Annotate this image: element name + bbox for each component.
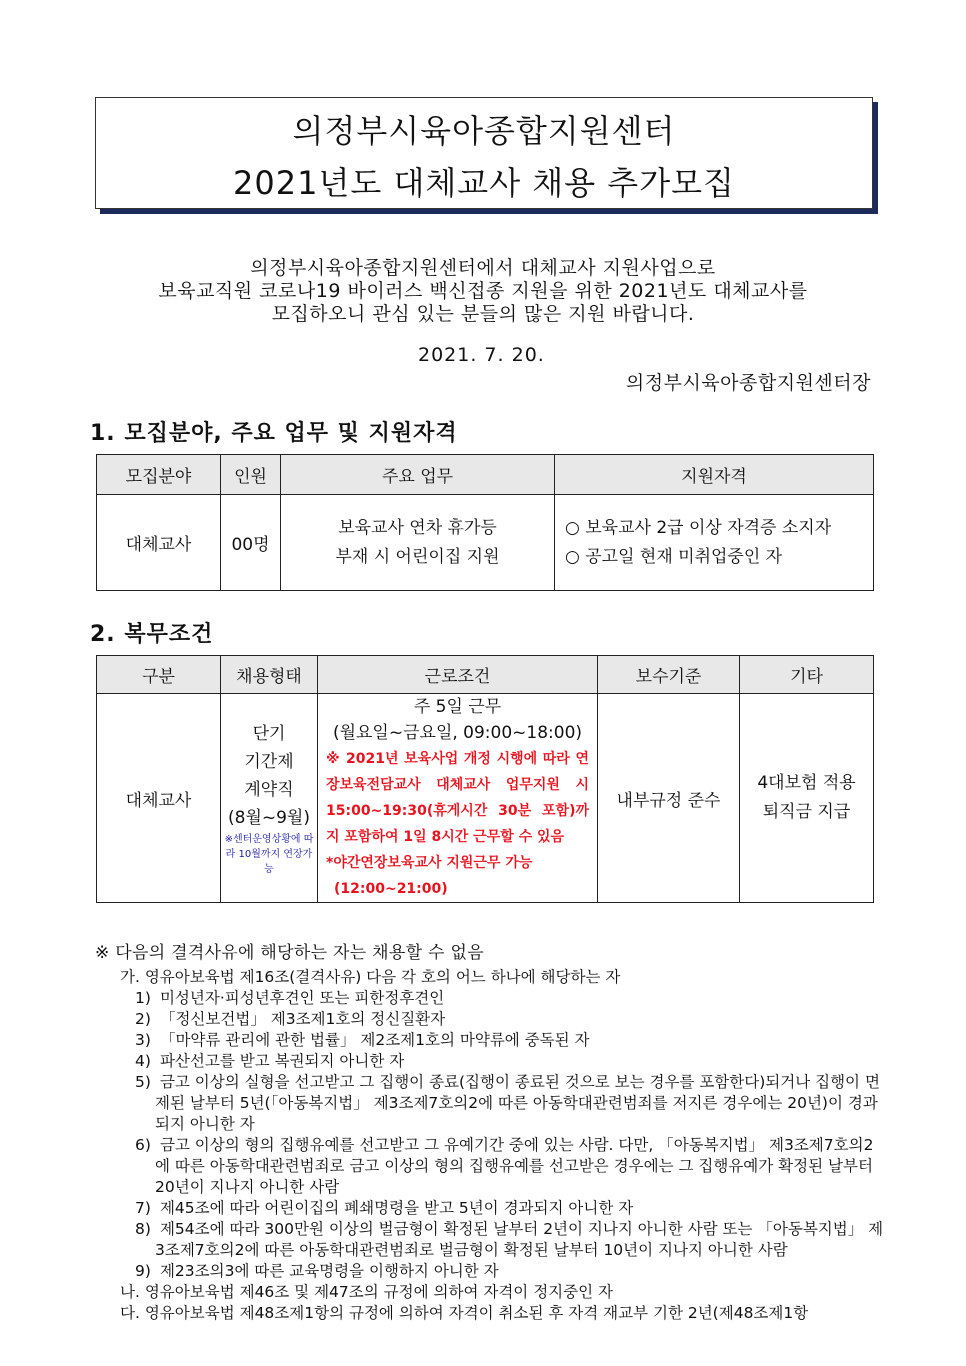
employment-line-3: 계약직 <box>244 779 294 800</box>
clause-num: 1) <box>135 989 151 1007</box>
clause-item <box>115 1072 885 1135</box>
header-duty: 주요 업무 <box>281 455 555 495</box>
header-count: 인원 <box>221 455 281 495</box>
title-line-2: 2021년도 대체교사 채용 추가모집 <box>233 164 735 202</box>
clause-num: 3) <box>135 1031 151 1049</box>
work-red-note-3: (12:00~21:00) <box>334 881 448 897</box>
clause-na: 나. 영유아보육법 제46조 및 제47조의 규정에 의하여 자격이 정지중인 자 <box>120 1283 613 1301</box>
clause-num: 9) <box>135 1262 151 1280</box>
intro-line-3: 모집하오니 관심 있는 분들의 많은 지원 바랍니다. <box>271 303 695 325</box>
qualification-cell <box>555 495 874 591</box>
header-qualification: 지원자격 <box>555 455 874 495</box>
clause-text: 금고 이상의 형의 집행유예를 선고받고 그 유예기간 중에 있는 사람. 다만, 「아동복지법」 제3조제7호의2에 따른 아동학대관련범죄로 금고 이상의 형의 집행유예를 선고받은 경우에는 그 집행유예가 확정된 날부터 20년이 지나지 아니한 사람 <box>155 1136 874 1196</box>
clause-num: 2) <box>135 1010 151 1028</box>
work-red-note: ※ 2021년 보육사업 개정 시행에 따라 연장보육전담교사 대체교사 업무지원 시 15:00~19:30(휴게시간 30분 포함)까지 포함하여 1일 8시간 근무할 수 있음 <box>326 751 589 845</box>
header-etc: 기타 <box>740 656 874 694</box>
clause-num: 5) <box>135 1073 151 1091</box>
intro-line-2: 보육교직원 코로나19 바이러스 백신접종 지원을 위한 2021년도 대체교사를 <box>158 280 808 302</box>
clause-item <box>115 988 885 1009</box>
clause-ga: 가. 영유아보육법 제16조(결격사유) 다음 각 호의 어느 하나에 해당하는 자 <box>120 968 621 986</box>
clause-item <box>115 1198 885 1219</box>
employment-line-4: (8월~9월) <box>228 807 310 828</box>
title-line-1: 의정부시육아종합지원센터 <box>292 112 676 150</box>
clause-text: 미성년자·피성년후견인 또는 피한정후견인 <box>159 989 445 1007</box>
employment-line-1: 단기 <box>252 723 286 744</box>
work-line-1: 주 5일 근무 <box>413 697 502 717</box>
section2-heading: 2. 복무조건 <box>90 622 214 647</box>
employment-line-2: 기간제 <box>244 751 294 772</box>
section1-heading: 1. 모집분야, 주요 업무 및 지원자격 <box>90 421 458 446</box>
field-cell: 대체교사 <box>97 495 221 591</box>
recruitment-table <box>96 454 874 591</box>
clause-text: 제45조에 따라 어린이집의 폐쇄명령을 받고 5년이 경과되지 아니한 자 <box>159 1199 634 1217</box>
clause-item <box>115 1009 885 1030</box>
clause-num: 7) <box>135 1199 151 1217</box>
clause-da: 다. 영유아보육법 제48조제1항의 규정에 의하여 자격이 취소된 후 자격 재교부 기한 2년(제48조제1항 <box>120 1304 809 1322</box>
clause-text: 제23조의3에 따른 교육명령을 이행하지 아니한 자 <box>159 1262 499 1280</box>
clause-text: 파산선고를 받고 복권되지 아니한 자 <box>159 1052 405 1070</box>
signer: 의정부시육아종합지원센터장 <box>625 372 871 394</box>
work-cell <box>318 694 598 903</box>
etc-cell <box>740 694 874 903</box>
disqualification-notes <box>95 938 885 1324</box>
clause-item <box>115 1219 885 1261</box>
etc-line-2: 퇴직금 지급 <box>762 802 851 822</box>
duty-line-1: 보육교사 연차 휴가등 <box>338 517 497 538</box>
qualification-2: ○ 공고일 현재 미취업중인 자 <box>565 546 783 567</box>
clause-num: 8) <box>135 1220 151 1238</box>
header-pay: 보수기준 <box>598 656 740 694</box>
clause-item <box>115 1051 885 1072</box>
clause-text: 「정신보건법」 제3조제1호의 정신질환자 <box>159 1010 446 1028</box>
header-work: 근로조건 <box>318 656 598 694</box>
intro-line-1: 의정부시육아종합지원센터에서 대체교사 지원사업으로 <box>250 257 716 279</box>
work-line-2: (월요일~금요일, 09:00~18:00) <box>332 723 583 743</box>
clause-text: 금고 이상의 실형을 선고받고 그 집행이 종료(집행이 종료된 것으로 보는 경우를 포함한다)되거나 집행이 면제된 날부터 5년(「아동복지법」 제3조제7호의2에 따른 아동학대관련범죄를 저지른 경우에는 20년)이 경과되지 아니한 자 <box>155 1073 880 1133</box>
employment-cell <box>221 694 318 903</box>
employment-note: ※센터운영상황에 따라 10월까지 연장가능 <box>224 833 314 875</box>
notice-date: 2021. 7. 20. <box>418 344 545 366</box>
title-box <box>95 97 873 209</box>
clause-text: 「마약류 관리에 관한 법률」 제2조제1호의 마약류에 중독된 자 <box>159 1031 590 1049</box>
pay-cell: 내부규정 준수 <box>598 694 740 903</box>
category-cell: 대체교사 <box>97 694 221 903</box>
duty-cell <box>281 495 555 591</box>
duty-line-2: 부재 시 어린이집 지원 <box>335 546 500 567</box>
clause-text: 제54조에 따라 300만원 이상의 벌금형이 확정된 날부터 2년이 지나지 아니한 사람 또는 「아동복지법」 제3조제7호의2에 따른 아동학대관련범죄로 벌금형이 확정된 날부터 10년이 지나지 아니한 사람 <box>155 1220 884 1259</box>
clause-item <box>115 1261 885 1282</box>
qualification-1: ○ 보육교사 2급 이상 자격증 소지자 <box>565 517 832 538</box>
count-cell: 00명 <box>221 495 281 591</box>
clause-num: 6) <box>135 1136 151 1154</box>
header-field: 모집분야 <box>97 455 221 495</box>
clause-num: 4) <box>135 1052 151 1070</box>
work-red-note-2: *야간연장보육교사 지원근무 가능 <box>326 855 533 871</box>
disqualification-heading: ※ 다음의 결격사유에 해당하는 자는 채용할 수 없음 <box>95 943 484 963</box>
conditions-table <box>96 655 874 903</box>
clause-item <box>115 1135 885 1198</box>
clause-item <box>115 1030 885 1051</box>
header-employment: 채용형태 <box>221 656 318 694</box>
etc-line-1: 4대보험 적용 <box>757 773 856 793</box>
header-category: 구분 <box>97 656 221 694</box>
